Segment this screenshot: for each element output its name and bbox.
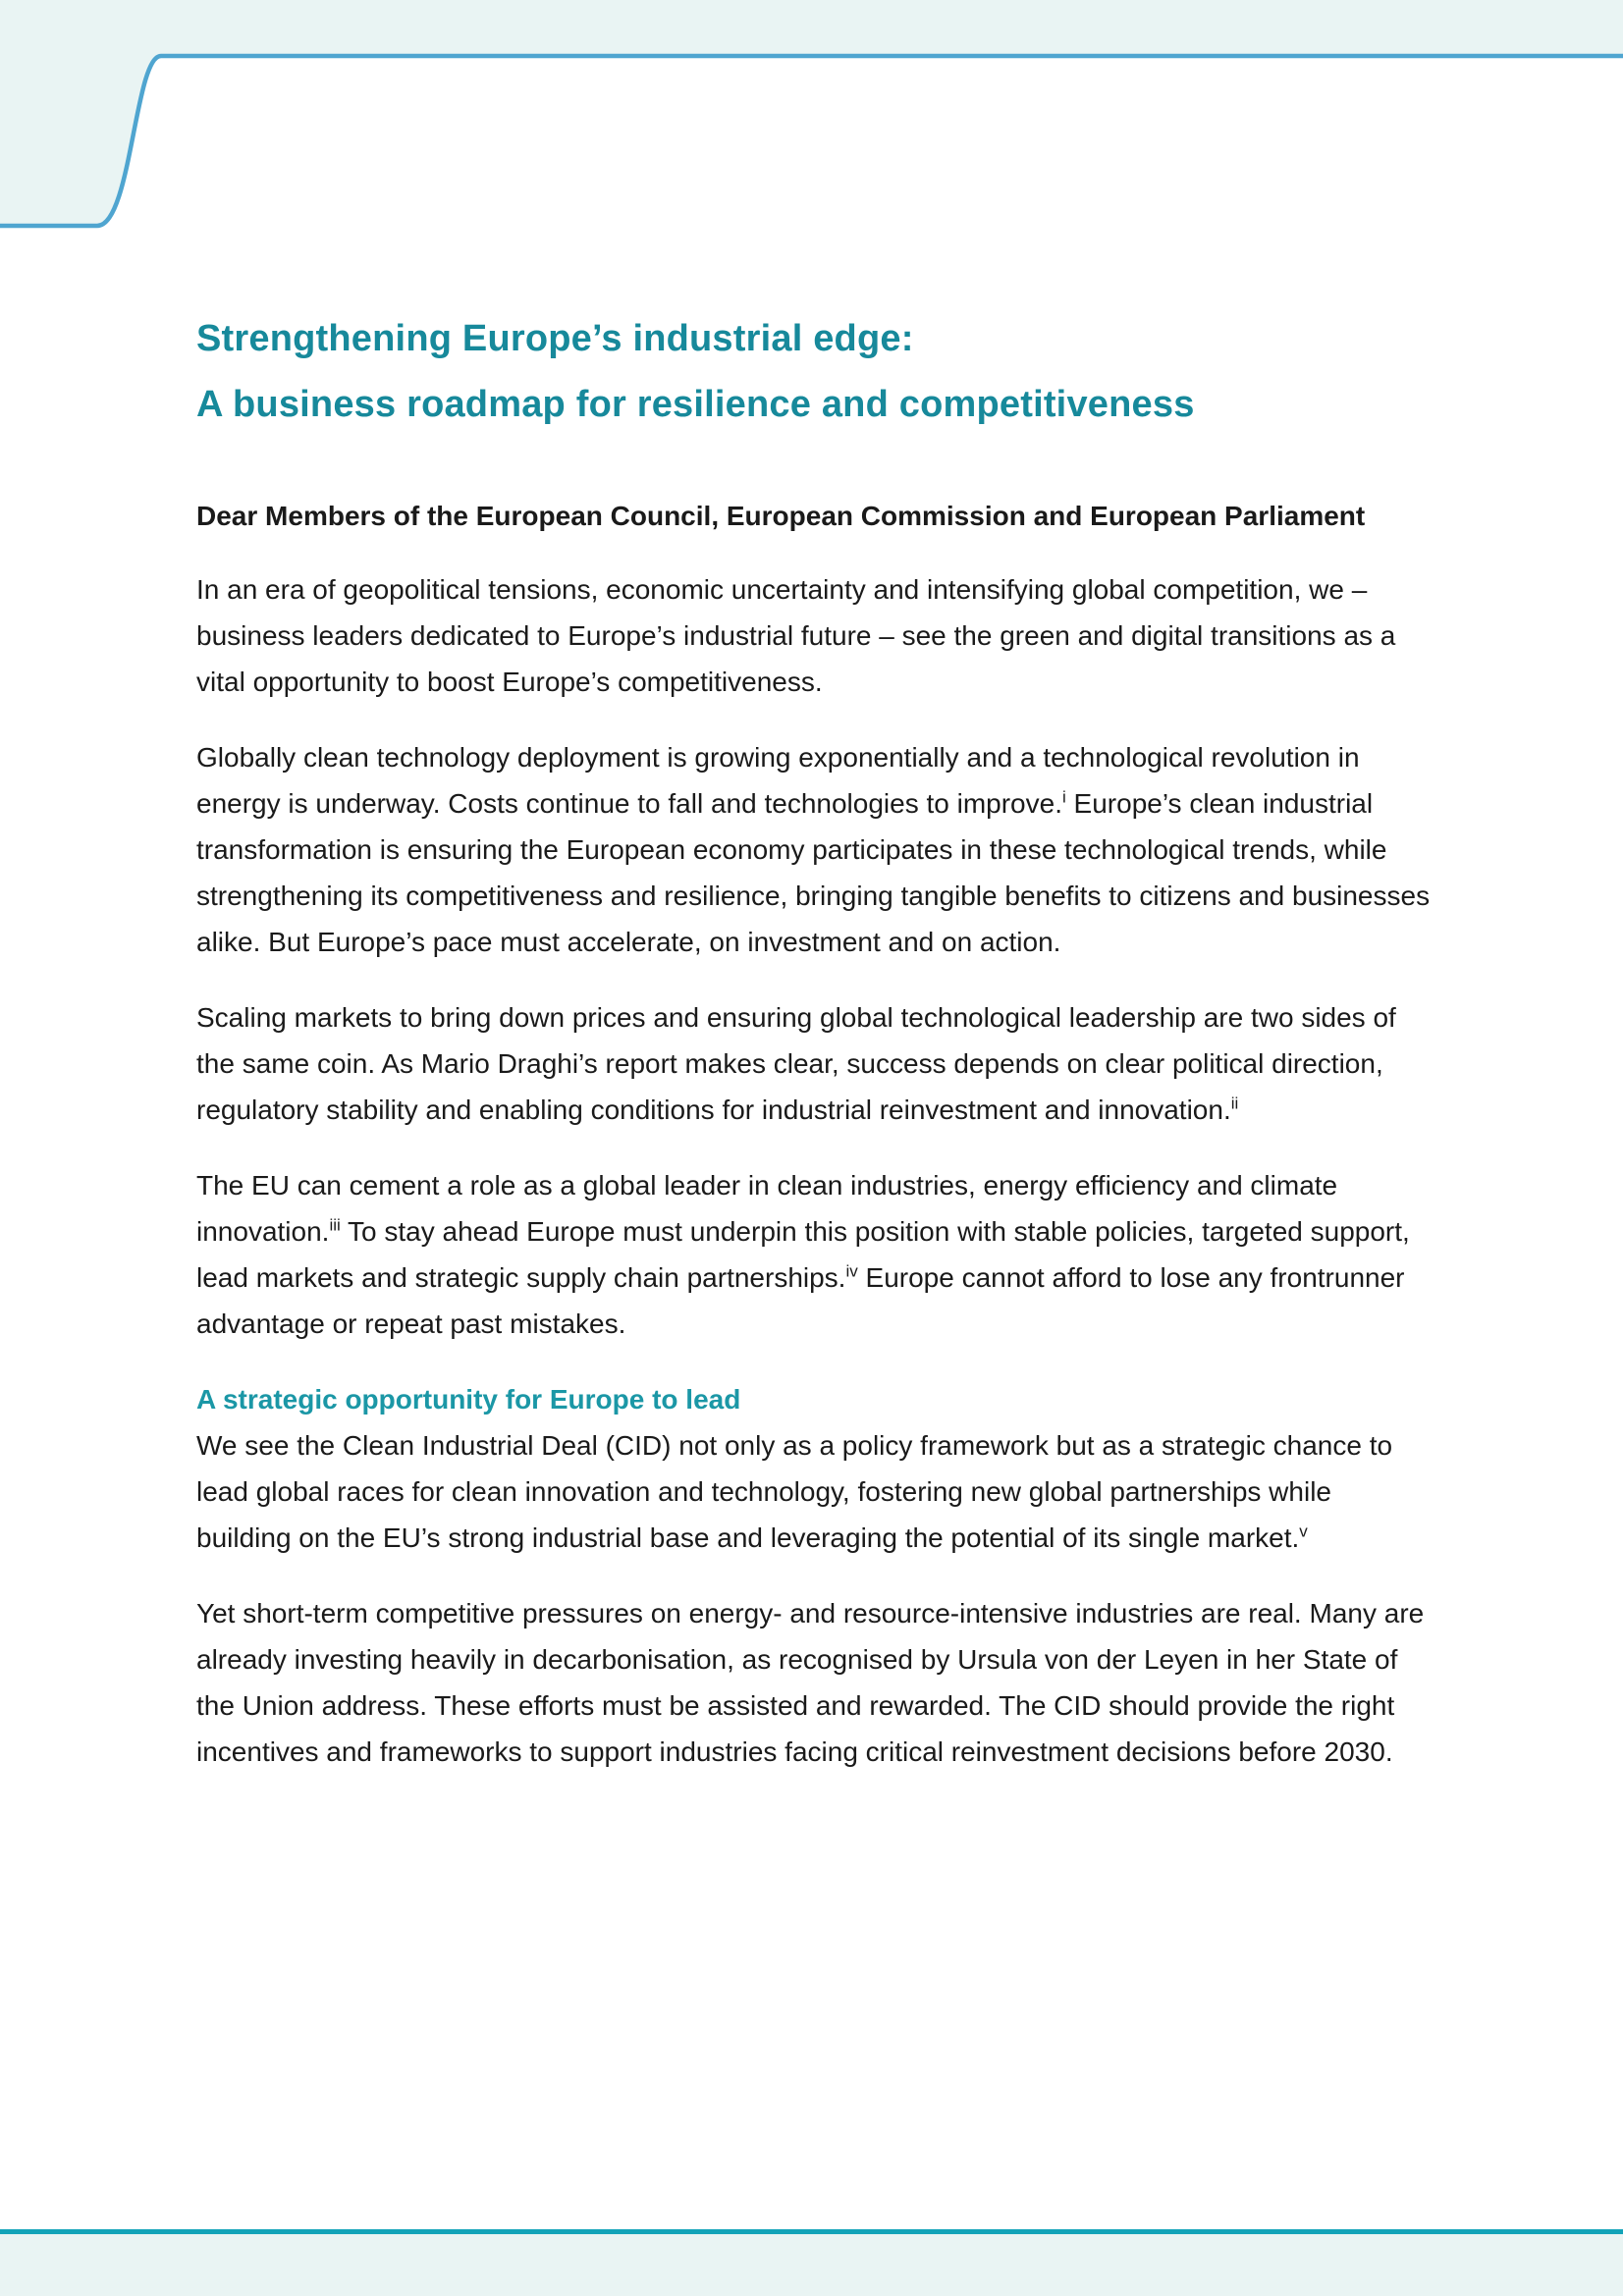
endnote-ref-iii: iii <box>329 1215 341 1235</box>
paragraph-2 <box>196 734 1434 965</box>
page-title <box>196 306 1434 438</box>
footer-decoration <box>0 2229 1623 2296</box>
title-line-1: Strengthening Europe’s industrial edge: <box>196 318 914 359</box>
paragraph-6 <box>196 1590 1434 1775</box>
salutation: Dear Members of the European Council, European Commission and European Parliament <box>196 501 1366 531</box>
text-run: To stay ahead Europe must underpin this position with stable policies, targeted support, lead markets and strategic supply chain partnerships. <box>196 1216 1410 1293</box>
paragraph-3 <box>196 994 1434 1133</box>
endnote-ref-i: i <box>1061 787 1066 807</box>
text-run: Scaling markets to bring down prices and ensuring global technological leadership are two sides of the same coin. As Mario Draghi’s report makes clear, success depends on clear political direction, regulatory stability and enabling conditions for industrial reinvestment and innovation. <box>196 1002 1396 1125</box>
text-run: Yet short-term competitive pressures on energy- and resource-intensive industries are real. Many are already investing heavily in decarbonisation, as recognised by Ursula von der Leyen in her State of the Union address. These efforts must be assisted and rewarded. The CID should provide the right incentives and frameworks to support industries facing critical reinvestment decisions before 2030. <box>196 1598 1425 1767</box>
paragraph-1 <box>196 566 1434 705</box>
header-curve-line <box>0 56 1623 226</box>
text-run: Europe cannot afford to lose any frontrunner advantage or repeat past mistakes. <box>196 1262 1405 1339</box>
endnote-ref-ii: ii <box>1230 1094 1239 1113</box>
text-run: Globally clean technology deployment is growing exponentially and a technological revolution in energy is underway. Costs continue to fall and technologies to improve. <box>196 742 1360 819</box>
section-heading: A strategic opportunity for Europe to lead <box>196 1384 741 1415</box>
paragraph-5 <box>196 1422 1434 1561</box>
text-run: Europe’s clean industrial transformation is ensuring the European economy participates in these technological trends, while strengthening its competitiveness and resilience, bringing tangible benefits to citizens and businesses alike. But Europe’s pace must accelerate, on investment and on action. <box>196 788 1431 957</box>
text-run: In an era of geopolitical tensions, economic uncertainty and intensifying global competition, we – business leaders dedicated to Europe’s industrial future – see the green and digital transitions as a vital opportunity to boost Europe’s competitiveness. <box>196 574 1396 697</box>
endnote-ref-iv: iv <box>845 1261 858 1281</box>
title-line-2: A business roadmap for resilience and competitiveness <box>196 384 1195 425</box>
text-run: We see the Clean Industrial Deal (CID) not only as a policy framework but as a strategic chance to lead global races for clean innovation and technology, fostering new global partnerships while building on the EU’s strong industrial base and leveraging the potential of its single market. <box>196 1430 1393 1553</box>
letter-content <box>196 306 1434 1804</box>
header-decoration <box>0 0 1623 236</box>
paragraph-4 <box>196 1162 1434 1347</box>
text-run: The EU can cement a role as a global leader in clean industries, energy efficiency and climate innovation. <box>196 1170 1338 1247</box>
header-band-fill <box>0 0 1623 226</box>
endnote-ref-v: v <box>1299 1522 1308 1541</box>
